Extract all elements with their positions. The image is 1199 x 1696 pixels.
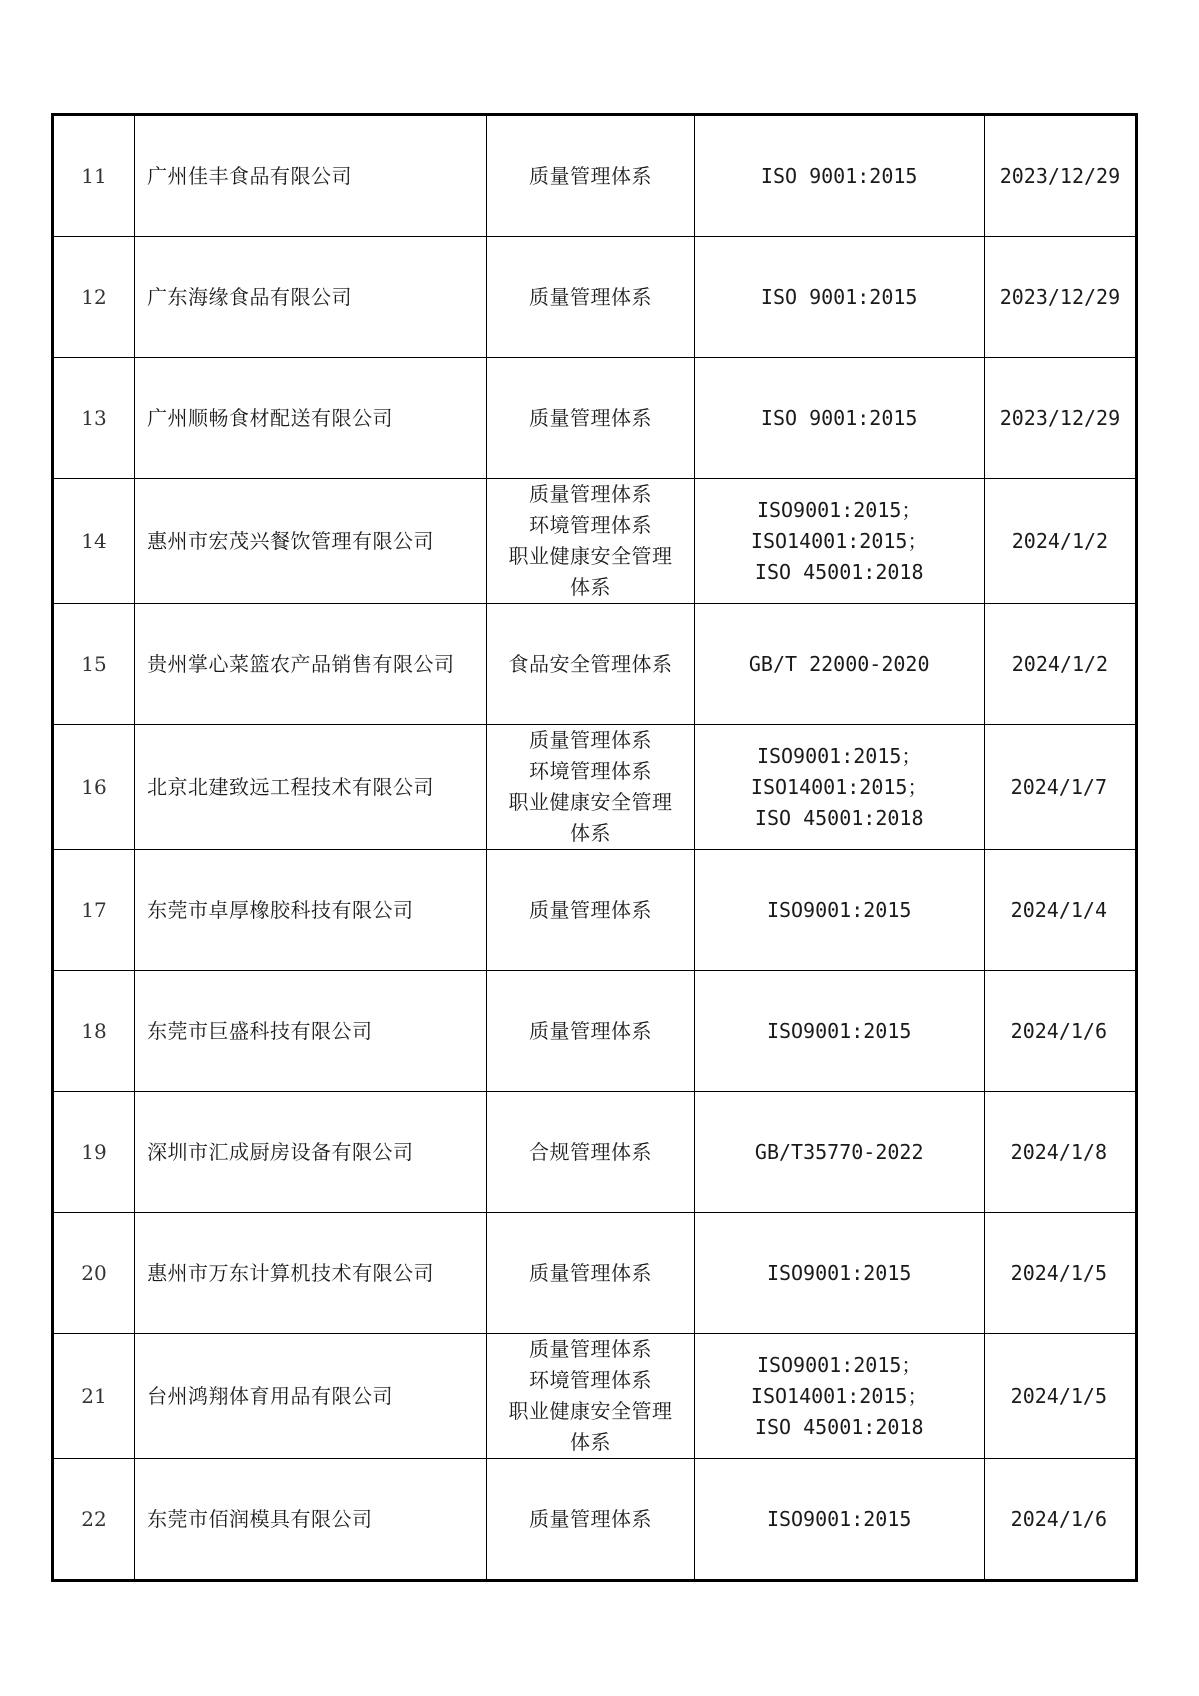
management-system: [487, 1213, 694, 1334]
row-number: 14: [53, 479, 135, 604]
issue-date: 2024/1/2: [984, 604, 1136, 725]
management-system: [487, 1459, 694, 1581]
certification-standard-line: GB/T 22000-2020: [748, 651, 930, 676]
certification-standard: [694, 971, 984, 1092]
certification-standard-line: ISO9001:2015；: [756, 1352, 922, 1377]
issue-date: 2024/1/6: [984, 1459, 1136, 1581]
certification-standard: [694, 479, 984, 604]
table-row: [53, 1213, 1137, 1334]
table-row: [53, 479, 1137, 604]
issue-date: 2024/1/2: [984, 479, 1136, 604]
table-row: [53, 725, 1137, 850]
management-system: [487, 479, 694, 604]
management-system-line: 质量管理体系: [528, 405, 652, 430]
table-row: [53, 1334, 1137, 1459]
company-name: 深圳市汇成厨房设备有限公司: [135, 1092, 487, 1213]
management-system: [487, 725, 694, 850]
management-system-line: 质量管理体系: [528, 284, 652, 309]
table-row: [53, 850, 1137, 971]
certification-standard: [694, 115, 984, 237]
management-system: [487, 971, 694, 1092]
certification-standard: [694, 725, 984, 850]
issue-date: 2023/12/29: [984, 358, 1136, 479]
row-number: 12: [53, 237, 135, 358]
certification-standard-line: ISO14001:2015；: [750, 1383, 928, 1408]
certification-standard-line: ISO9001:2015: [766, 1018, 912, 1043]
issue-date: 2023/12/29: [984, 115, 1136, 237]
company-name: 广东海缘食品有限公司: [135, 237, 487, 358]
management-system: [487, 850, 694, 971]
management-system: [487, 237, 694, 358]
certification-standard-line: ISO9001:2015: [766, 1506, 912, 1531]
certification-standard-line: ISO 9001:2015: [760, 405, 918, 430]
certification-standard-line: ISO 9001:2015: [760, 284, 918, 309]
management-system-line: 质量管理体系: [528, 482, 652, 506]
company-name: 东莞市佰润模具有限公司: [135, 1459, 487, 1581]
certification-standard-line: ISO 45001:2018: [754, 559, 924, 584]
management-system-line: 职业健康安全管理体系: [508, 1399, 673, 1454]
issue-date: 2024/1/7: [984, 725, 1136, 850]
management-system-line: 质量管理体系: [528, 1260, 652, 1285]
certification-standard-line: ISO9001:2015；: [756, 497, 922, 522]
company-name: 台州鸿翔体育用品有限公司: [135, 1334, 487, 1459]
management-system-line: 质量管理体系: [528, 163, 652, 188]
management-system-line: 质量管理体系: [528, 728, 652, 752]
management-system: [487, 358, 694, 479]
management-system-line: 环境管理体系: [528, 513, 652, 537]
certification-standard: [694, 1213, 984, 1334]
row-number: 13: [53, 358, 135, 479]
table-row: [53, 604, 1137, 725]
management-system-line: 职业健康安全管理体系: [508, 790, 673, 845]
management-system-line: 职业健康安全管理体系: [508, 544, 673, 599]
company-name: 广州顺畅食材配送有限公司: [135, 358, 487, 479]
issue-date: 2024/1/6: [984, 971, 1136, 1092]
management-system: [487, 1092, 694, 1213]
table-row: [53, 237, 1137, 358]
certification-standard-line: ISO 45001:2018: [754, 805, 924, 830]
issue-date: 2024/1/5: [984, 1334, 1136, 1459]
issue-date: 2024/1/8: [984, 1092, 1136, 1213]
issue-date: 2024/1/5: [984, 1213, 1136, 1334]
company-name: 北京北建致远工程技术有限公司: [135, 725, 487, 850]
company-name: 东莞市巨盛科技有限公司: [135, 971, 487, 1092]
row-number: 15: [53, 604, 135, 725]
table-row: [53, 1459, 1137, 1581]
certification-standard-line: ISO14001:2015；: [750, 528, 928, 553]
row-number: 17: [53, 850, 135, 971]
certification-standard-line: GB/T35770-2022: [754, 1139, 924, 1164]
company-name: 贵州掌心菜篮农产品销售有限公司: [135, 604, 487, 725]
certification-standard: [694, 358, 984, 479]
issue-date: 2024/1/4: [984, 850, 1136, 971]
management-system-line: 质量管理体系: [528, 1506, 652, 1531]
table-body: [53, 115, 1137, 1581]
table-row: [53, 971, 1137, 1092]
company-name: 广州佳丰食品有限公司: [135, 115, 487, 237]
management-system-line: 合规管理体系: [528, 1139, 652, 1164]
row-number: 22: [53, 1459, 135, 1581]
management-system-line: 食品安全管理体系: [508, 651, 673, 676]
table-row: [53, 358, 1137, 479]
certification-table: [51, 113, 1138, 1582]
management-system: [487, 115, 694, 237]
certification-standard: [694, 1092, 984, 1213]
certification-standard-line: ISO9001:2015: [766, 897, 912, 922]
management-system: [487, 604, 694, 725]
row-number: 19: [53, 1092, 135, 1213]
certification-standard: [694, 604, 984, 725]
row-number: 16: [53, 725, 135, 850]
certification-standard: [694, 1459, 984, 1581]
row-number: 11: [53, 115, 135, 237]
issue-date: 2023/12/29: [984, 237, 1136, 358]
certification-standard: [694, 1334, 984, 1459]
certification-standard-line: ISO9001:2015；: [756, 743, 922, 768]
certification-standard-line: ISO 45001:2018: [754, 1414, 924, 1439]
table-row: [53, 115, 1137, 237]
row-number: 18: [53, 971, 135, 1092]
certification-standard-line: ISO9001:2015: [766, 1260, 912, 1285]
certification-standard-line: ISO 9001:2015: [760, 163, 918, 188]
management-system-line: 质量管理体系: [528, 1337, 652, 1361]
management-system-line: 环境管理体系: [528, 1368, 652, 1392]
management-system-line: 质量管理体系: [528, 1018, 652, 1043]
certification-standard-line: ISO14001:2015；: [750, 774, 928, 799]
certification-standard: [694, 850, 984, 971]
certification-standard: [694, 237, 984, 358]
management-system-line: 环境管理体系: [528, 759, 652, 783]
management-system: [487, 1334, 694, 1459]
table-row: [53, 1092, 1137, 1213]
management-system-line: 质量管理体系: [528, 897, 652, 922]
company-name: 东莞市卓厚橡胶科技有限公司: [135, 850, 487, 971]
company-name: 惠州市宏茂兴餐饮管理有限公司: [135, 479, 487, 604]
row-number: 21: [53, 1334, 135, 1459]
row-number: 20: [53, 1213, 135, 1334]
company-name: 惠州市万东计算机技术有限公司: [135, 1213, 487, 1334]
